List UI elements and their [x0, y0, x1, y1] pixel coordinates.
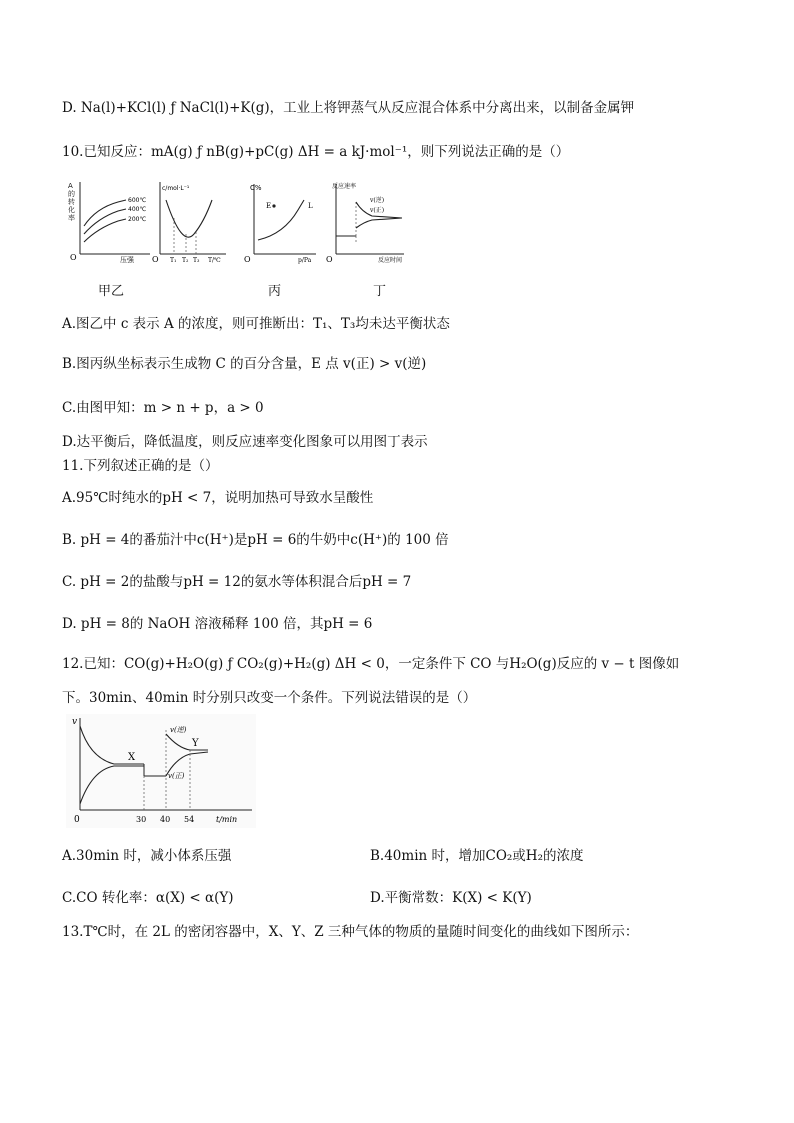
q13-stem: 13.T℃时，在 2L 的密闭容器中，X、Y、Z 三种气体的物质的量随时间变化的曲线如下图所示：: [62, 924, 639, 940]
q12-label-y: Y: [192, 738, 199, 749]
q10-stem: 10.已知反应：mA(g) ƒ nB(g)+pC(g) ΔH = a kJ·mol⁻¹，则下列说法正确的是（）: [62, 144, 570, 160]
q12-stem-line1: 12.已知：CO(g)+H₂O(g) ƒ CO₂(g)+H₂(g) ΔH < 0，一定条件下 CO 与H₂O(g)反应的 v − t 图像如: [62, 656, 680, 672]
q10-option-b: B.图丙纵坐标表示生成物 C 的百分含量，E 点 v(正) > v(逆): [62, 356, 427, 372]
q10-option-a: A.图乙中 c 表示 A 的浓度，则可推断出：T₁、T₃均未达平衡状态: [62, 316, 450, 332]
yi-xlabel: T/℃: [208, 257, 221, 264]
jia-origin: O: [70, 253, 77, 262]
q12-xlabel: t/min: [216, 815, 238, 824]
q12-vt-figure: [66, 714, 256, 828]
q11-stem: 11.下列叙述正确的是（）: [62, 458, 219, 474]
q11-option-c: C. pH = 2的盐酸与pH = 12的氨水等体积混合后pH = 7: [62, 574, 412, 590]
q10-figure-yi: [152, 178, 232, 264]
caption-bing: 丙: [268, 284, 282, 299]
q12-tick-54: 54: [184, 815, 195, 824]
q12-tick-30: 30: [136, 815, 147, 824]
q10-option-c: C.由图甲知：m > n + p，a > 0: [62, 400, 264, 416]
yi-tick-t3: T₃: [193, 257, 200, 264]
q12-tick-40: 40: [160, 815, 171, 824]
q10-figure-ding: [322, 178, 408, 264]
bing-xlabel: p/Pa: [298, 257, 312, 264]
jia-curve-200: 200℃: [128, 216, 147, 223]
q10-figure-jia: [66, 178, 152, 264]
q11-option-a: A.95℃时纯水的pH < 7，说明加热可导致水呈酸性: [62, 490, 374, 506]
q12-option-a: A.30min 时，减小体系压强: [62, 848, 232, 864]
ding-v-zheng: v(正): [370, 207, 385, 214]
bing-curve-l: L: [308, 202, 313, 210]
q12-origin: 0: [74, 815, 80, 825]
yi-origin: O: [152, 255, 159, 264]
bing-point-e: E: [266, 202, 272, 210]
yi-tick-t1: T₁: [170, 257, 177, 264]
q12-stem-line2: 下。30min、40min 时分别只改变一个条件。下列说法错误的是（）: [62, 690, 477, 706]
q11-option-b: B. pH = 4的番茄汁中c(H⁺)是pH = 6的牛奶中c(H⁺)的 100 倍: [62, 532, 449, 548]
ding-xlabel: 反应时间: [378, 257, 403, 264]
jia-curve-400: 400℃: [128, 206, 147, 213]
q10-option-d: D.达平衡后，降低温度，则反应速率变化图象可以用图丁表示: [62, 434, 428, 450]
bing-ylabel: C%: [250, 184, 262, 192]
ding-origin: O: [326, 255, 333, 264]
q12-v-zheng: v(正): [168, 772, 185, 780]
q12-v-ni: v(逆): [170, 726, 187, 734]
jia-ylabel: A的转化率: [68, 182, 75, 222]
bing-origin: O: [244, 255, 251, 264]
q12-label-x: X: [128, 752, 136, 763]
yi-tick-t2: T₂: [182, 257, 189, 264]
q9-option-d: D. Na(l)+KCl(l) ƒ NaCl(l)+K(g)，工业上将钾蒸气从反应混合体系中分离出来，以制备金属钾: [62, 100, 635, 116]
jia-curve-600: 600℃: [128, 197, 147, 204]
caption-jia-yi: 甲乙: [98, 284, 125, 299]
q12-ylabel: v: [72, 717, 78, 727]
q11-option-d: D. pH = 8的 NaOH 溶液稀释 100 倍，其pH = 6: [62, 616, 373, 632]
q12-option-c: C.CO 转化率：α(X) < α(Y): [62, 890, 234, 906]
ding-ylabel: 反应速率: [332, 183, 357, 190]
yi-ylabel: c/mol·L⁻¹: [162, 185, 190, 192]
q12-option-b: B.40min 时，增加CO₂或H₂的浓度: [370, 848, 584, 864]
caption-ding: 丁: [373, 284, 387, 299]
q12-option-d: D.平衡常数：K(X) < K(Y): [370, 890, 532, 906]
q10-figure-bing: [240, 178, 320, 264]
ding-v-ni: v(逆): [370, 197, 385, 204]
jia-xlabel: 压强: [120, 256, 134, 264]
